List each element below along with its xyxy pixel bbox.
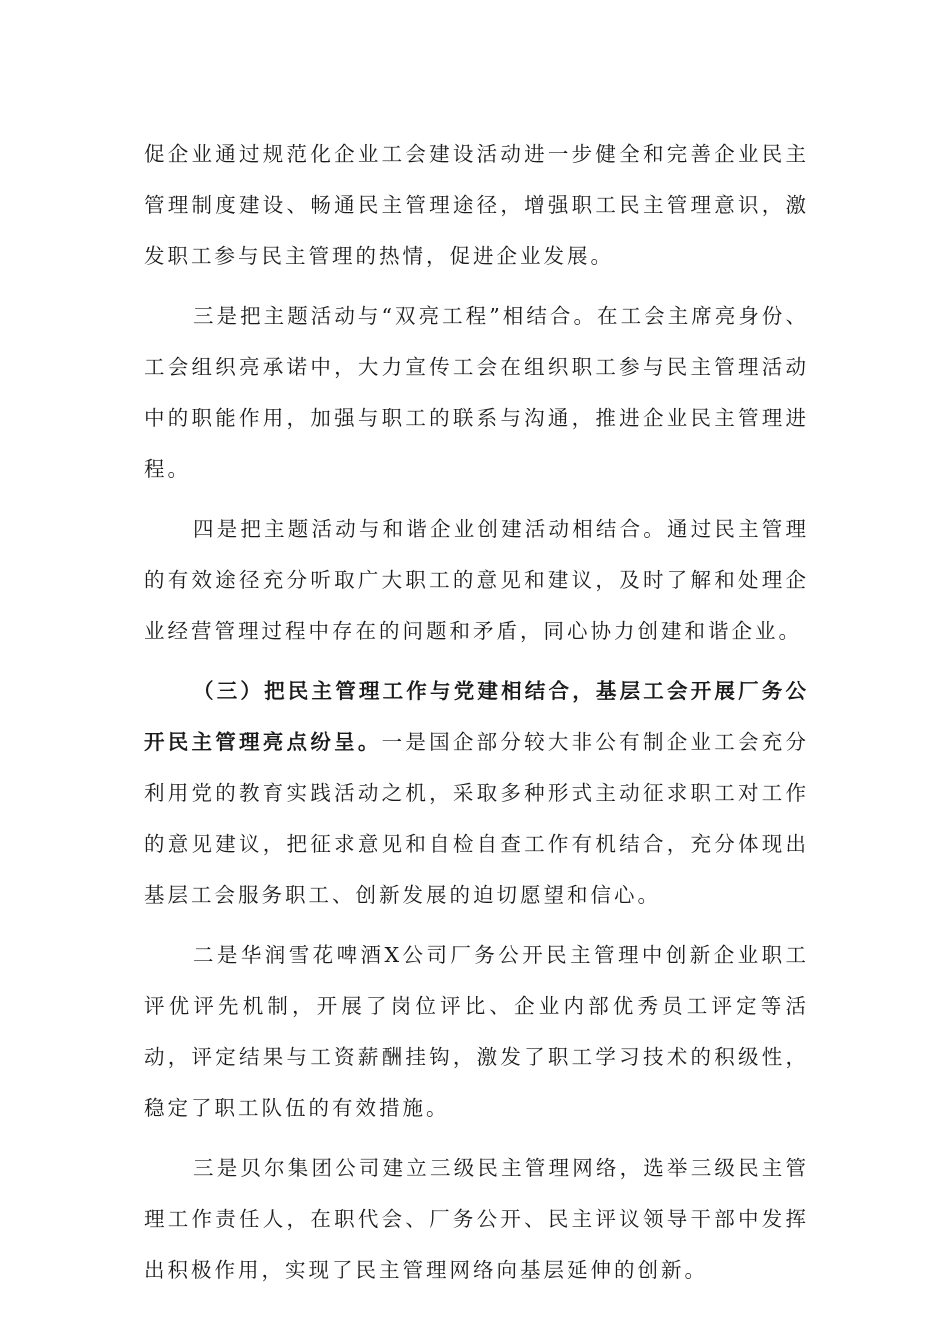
- paragraph-3-text: 四是把主题活动与和谐企业创建活动相结合。通过民主管理的有效途径充分听取广大职工的意见和建议，及时了解和处理企业经营管理过程中存在的问题和矛盾，同心协力创建和谐企业。: [144, 517, 809, 643]
- paragraph-1: [144, 129, 809, 282]
- document-body: [144, 129, 809, 1296]
- paragraph-4-text: 一是国企部分较大非公有制企业工会充分利用党的教育实践活动之机，采取多种形式主动征求职工对工作的意见建议，把征求意见和自检自查工作有机结合，充分体现出基层工会服务职工、创新发展的迫切愿望和信心。: [144, 730, 810, 907]
- paragraph-6: [144, 1143, 809, 1296]
- paragraph-2-text: 三是把主题活动与“双亮工程”相结合。在工会主席亮身份、工会组织亮承诺中，大力宣传工会在组织职工参与民主管理活动中的职能作用，加强与职工的联系与沟通，推进企业民主管理进程。: [144, 304, 809, 481]
- paragraph-4: [144, 666, 809, 921]
- paragraph-6-text: 三是贝尔集团公司建立三级民主管理网络，选举三级民主管理工作责任人，在职代会、厂务公开、民主评议领导干部中发挥出积极作用，实现了民主管理网络向基层延伸的创新。: [144, 1156, 809, 1282]
- paragraph-3: [144, 504, 809, 657]
- paragraph-2: [144, 291, 809, 495]
- paragraph-5-text: 二是华润雪花啤酒X公司厂务公开民主管理中创新企业职工评优评先机制，开展了岗位评比、企业内部优秀员工评定等活动，评定结果与工资薪酬挂钩，激发了职工学习技术的积级性，稳定了职工队伍的有效措施。: [144, 943, 809, 1120]
- paragraph-1-text: 促企业通过规范化企业工会建设活动进一步健全和完善企业民主管理制度建设、畅通民主管理途径，增强职工民主管理意识，激发职工参与民主管理的热情，促进企业发展。: [144, 142, 809, 268]
- paragraph-5: [144, 930, 809, 1134]
- section-heading-3: （三）把民主管理工作与党建相结合，基层工会开展厂务公开民主管理亮点纷呈。: [144, 679, 809, 754]
